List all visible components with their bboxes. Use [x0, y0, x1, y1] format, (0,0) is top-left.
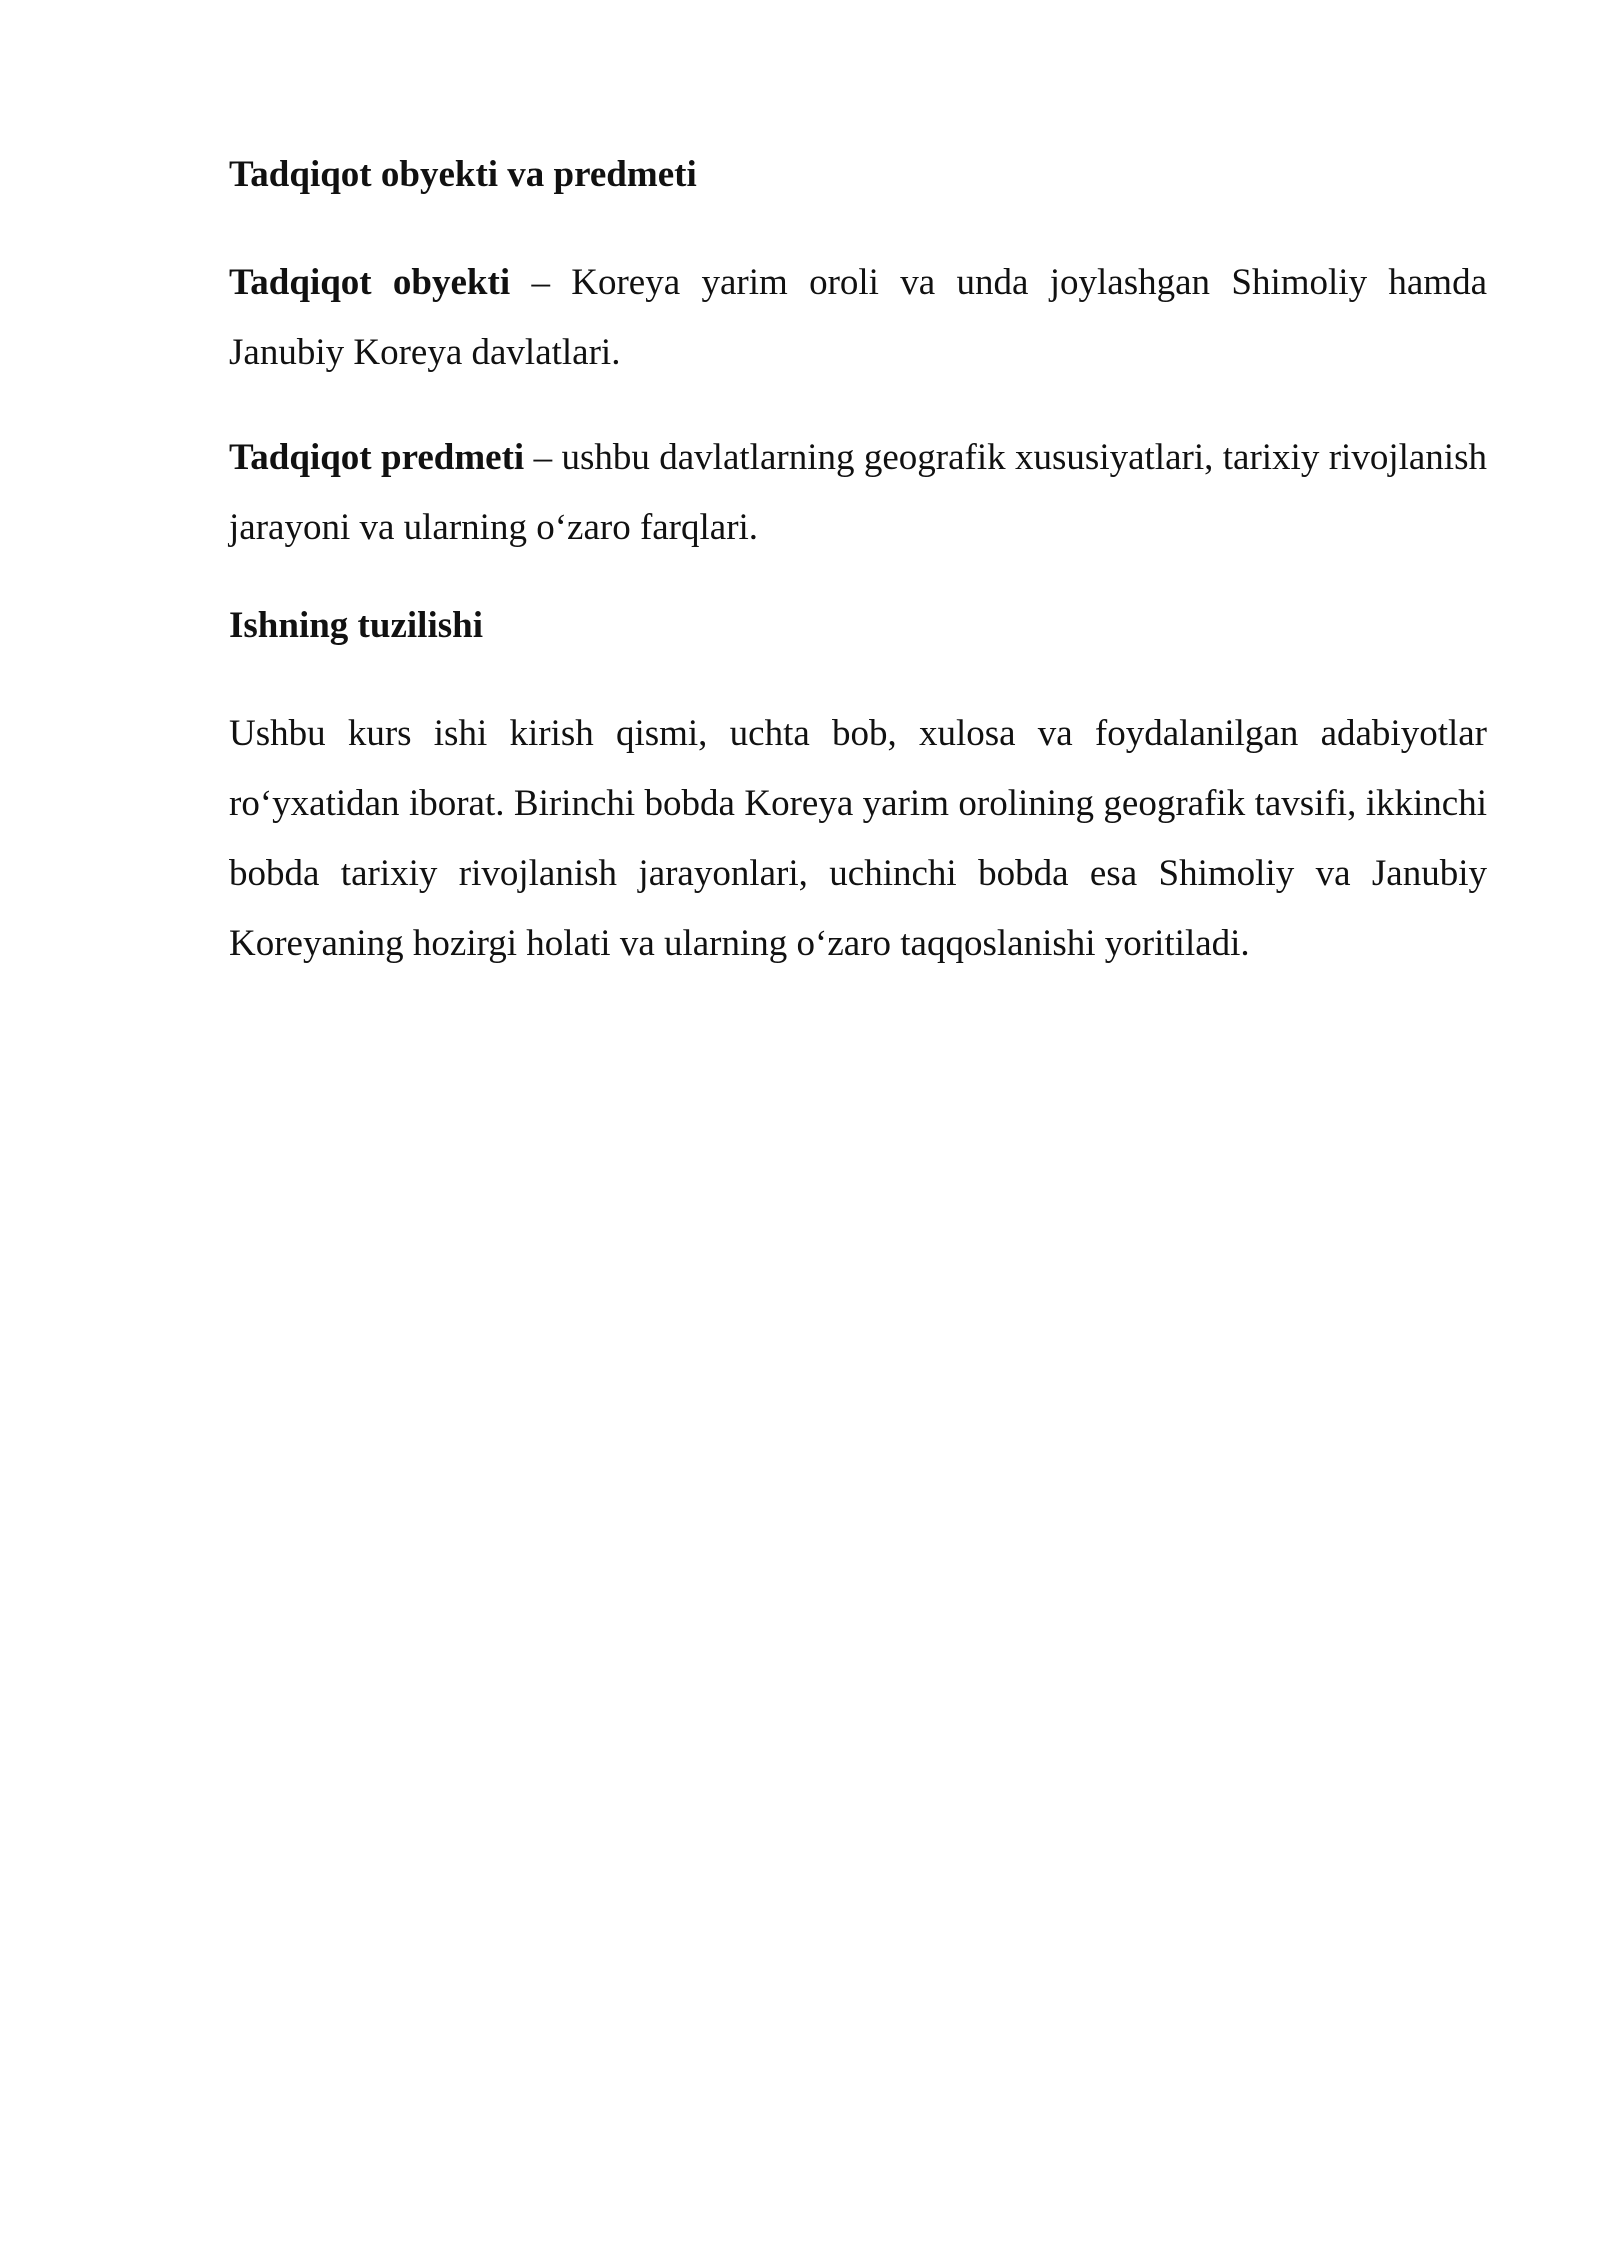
paragraph-research-object [229, 248, 1487, 388]
term-research-object: Tadqiqot obyekti [229, 262, 511, 303]
paragraph-structure: Ushbu kurs ishi kirish qismi, uchta bob, xulosa va foydalanilgan adabiyotlar ro‘yxatidan iborat. Birinchi bobda Koreya yarim orolining geografik tavsifi, ikkinchi bobda tarixiy rivojlanish jarayonlari, uchinchi bobda esa Shimoliy va Janubiy Koreyaning hozirgi holati va ularning o‘zaro taqqoslanishi yoritiladi. [229, 713, 1487, 964]
section-heading-structure: Ishning tuzilishi [229, 605, 483, 646]
term-research-subject: Tadqiqot predmeti [229, 437, 525, 478]
document-page [229, 145, 1487, 979]
definition-research-subject: – ushbu davlatlarning geografik xususiyatlari, tarixiy rivojlanish jarayoni va ularning o‘zaro farqlari. [229, 437, 1487, 548]
paragraph-research-subject [229, 423, 1487, 563]
definition-research-object: – Koreya yarim oroli va unda joylashgan Shimoliy hamda Janubiy Koreya davlatlari. [229, 262, 1488, 373]
section-heading-object-subject: Tadqiqot obyekti va predmeti [229, 154, 697, 195]
